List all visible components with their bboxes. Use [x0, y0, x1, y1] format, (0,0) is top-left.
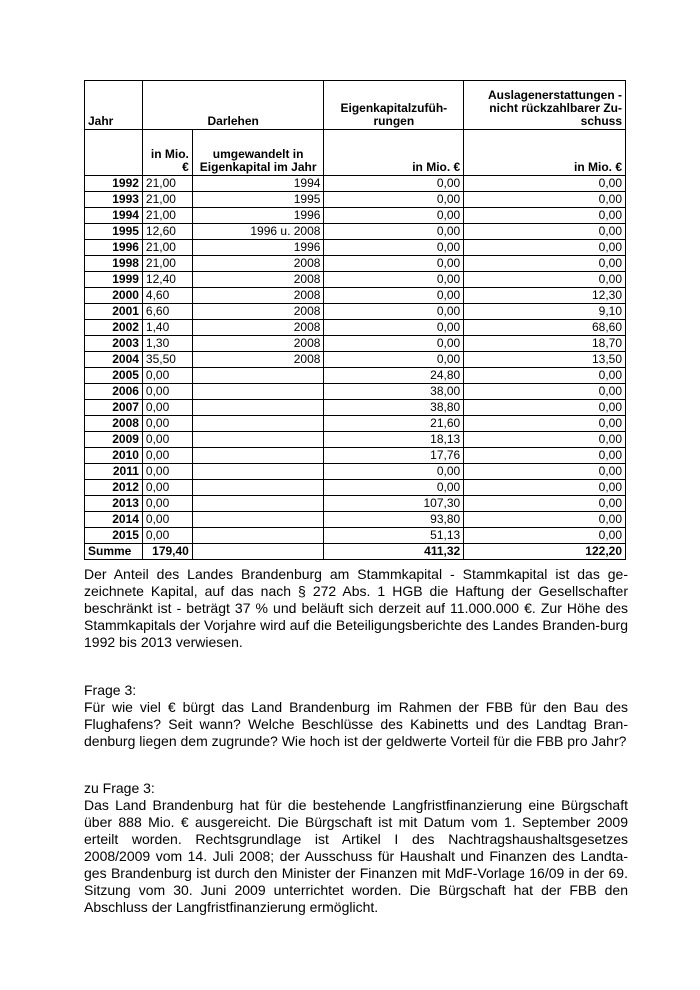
darlehen-cell: 21,00	[142, 208, 192, 224]
frage-label: Frage 3:	[84, 682, 137, 698]
table-row	[85, 224, 626, 240]
antwort-text: Das Land Brandenburg hat für die bestehende Langfristfinanzierung eine Bürgschaft über 888 Mio. € ausgereicht. Die Bürgschaft ist mit Datum vom 1. September 2009 erteilt worden. Rechtsgrundlage ist Artikel I des Nachtragshaushaltsgesetzes 2008/2009 vom 14. Juli 2008; der Ausschuss für Haushalt und Finanzen des Landta-ges Brandenburg ist durch den Minister der Finanzen mit MdF-Vorlage 16/09 in der 69. Sitzung vom 30. Juni 2009 unterrichtet worden. Die Bürgschaft hat der FBB den Abschluss der Langfristfinanzierung ermöglicht.	[84, 797, 628, 915]
table-row	[85, 528, 626, 544]
darlehen-cell: 0,00	[142, 496, 192, 512]
year-cell: 1999	[85, 272, 143, 288]
year-cell: 2013	[85, 496, 143, 512]
darlehen-cell: 21,00	[142, 192, 192, 208]
table-row	[85, 288, 626, 304]
darlehen-cell: 0,00	[142, 528, 192, 544]
umgewandelt-cell	[192, 512, 324, 528]
auslagen-cell: 0,00	[464, 528, 626, 544]
auslagen-cell: 0,00	[464, 176, 626, 192]
table-row	[85, 368, 626, 384]
year-cell: 1996	[85, 240, 143, 256]
table-row	[85, 352, 626, 368]
header-row-2	[85, 130, 626, 176]
eigenkapital-cell: 21,60	[324, 416, 464, 432]
darlehen-cell: 0,00	[142, 384, 192, 400]
auslagen-cell: 12,30	[464, 288, 626, 304]
header-umgewandelt: umgewandelt in Eigenkapital im Jahr	[192, 130, 324, 176]
auslagen-cell: 0,00	[464, 432, 626, 448]
table-row	[85, 192, 626, 208]
umgewandelt-cell: 2008	[192, 304, 324, 320]
header-ek-unit: in Mio. €	[324, 130, 464, 176]
year-cell: 1998	[85, 256, 143, 272]
table-row	[85, 512, 626, 528]
table-row	[85, 496, 626, 512]
table-row	[85, 208, 626, 224]
header-empty	[85, 130, 143, 176]
umgewandelt-cell	[192, 384, 324, 400]
umgewandelt-cell: 2008	[192, 320, 324, 336]
umgewandelt-cell: 2008	[192, 256, 324, 272]
table-row	[85, 416, 626, 432]
year-cell: 2000	[85, 288, 143, 304]
umgewandelt-cell: 2008	[192, 272, 324, 288]
year-cell: 2007	[85, 400, 143, 416]
auslagen-cell: 68,60	[464, 320, 626, 336]
auslagen-cell: 13,50	[464, 352, 626, 368]
umgewandelt-cell	[192, 368, 324, 384]
eigenkapital-cell: 24,80	[324, 368, 464, 384]
eigenkapital-cell: 0,00	[324, 240, 464, 256]
header-eigenkapital: Eigenkapitalzufüh-rungen	[324, 81, 464, 130]
auslagen-cell: 0,00	[464, 384, 626, 400]
darlehen-cell: 0,00	[142, 464, 192, 480]
year-cell: 2005	[85, 368, 143, 384]
table-row	[85, 432, 626, 448]
auslagen-cell: 9,10	[464, 304, 626, 320]
year-cell: 2003	[85, 336, 143, 352]
header-jahr: Jahr	[85, 81, 143, 130]
auslagen-cell: 0,00	[464, 208, 626, 224]
umgewandelt-cell: 2008	[192, 352, 324, 368]
eigenkapital-cell: 0,00	[324, 256, 464, 272]
year-cell: 1995	[85, 224, 143, 240]
table-row	[85, 400, 626, 416]
eigenkapital-cell: 38,80	[324, 400, 464, 416]
umgewandelt-cell	[192, 496, 324, 512]
sum-eigenkapital: 411,32	[324, 544, 464, 560]
year-cell: 2015	[85, 528, 143, 544]
header-ausl-unit: in Mio. €	[464, 130, 626, 176]
eigenkapital-cell: 93,80	[324, 512, 464, 528]
umgewandelt-cell	[192, 448, 324, 464]
year-cell: 1992	[85, 176, 143, 192]
auslagen-cell: 0,00	[464, 368, 626, 384]
eigenkapital-cell: 18,13	[324, 432, 464, 448]
eigenkapital-cell: 0,00	[324, 320, 464, 336]
table-row	[85, 256, 626, 272]
umgewandelt-cell: 2008	[192, 288, 324, 304]
eigenkapital-cell: 0,00	[324, 176, 464, 192]
financing-table	[84, 80, 626, 560]
table-row	[85, 272, 626, 288]
auslagen-cell: 0,00	[464, 464, 626, 480]
auslagen-cell: 0,00	[464, 480, 626, 496]
table-row	[85, 176, 626, 192]
eigenkapital-cell: 51,13	[324, 528, 464, 544]
umgewandelt-cell: 1996	[192, 240, 324, 256]
umgewandelt-cell	[192, 416, 324, 432]
darlehen-cell: 1,30	[142, 336, 192, 352]
darlehen-cell: 1,40	[142, 320, 192, 336]
sum-umgewandelt	[192, 544, 324, 560]
year-cell: 2002	[85, 320, 143, 336]
auslagen-cell: 0,00	[464, 512, 626, 528]
header-in-mio: in Mio. €	[142, 130, 192, 176]
year-cell: 2012	[85, 480, 143, 496]
table-row	[85, 480, 626, 496]
eigenkapital-cell: 0,00	[324, 304, 464, 320]
umgewandelt-cell	[192, 432, 324, 448]
table-row	[85, 448, 626, 464]
darlehen-cell: 0,00	[142, 416, 192, 432]
sum-row	[85, 544, 626, 560]
year-cell: 2009	[85, 432, 143, 448]
auslagen-cell: 0,00	[464, 448, 626, 464]
auslagen-cell: 0,00	[464, 256, 626, 272]
eigenkapital-cell: 0,00	[324, 352, 464, 368]
header-row-1	[85, 81, 626, 130]
year-cell: 1994	[85, 208, 143, 224]
umgewandelt-cell	[192, 464, 324, 480]
umgewandelt-cell	[192, 400, 324, 416]
year-cell: 2014	[85, 512, 143, 528]
eigenkapital-cell: 0,00	[324, 224, 464, 240]
eigenkapital-cell: 0,00	[324, 288, 464, 304]
table-row	[85, 304, 626, 320]
umgewandelt-cell: 1996	[192, 208, 324, 224]
eigenkapital-cell: 0,00	[324, 464, 464, 480]
umgewandelt-cell: 1995	[192, 192, 324, 208]
eigenkapital-cell: 38,00	[324, 384, 464, 400]
sum-darlehen: 179,40	[142, 544, 192, 560]
darlehen-cell: 0,00	[142, 368, 192, 384]
auslagen-cell: 0,00	[464, 400, 626, 416]
auslagen-cell: 18,70	[464, 336, 626, 352]
antwort-label: zu Frage 3:	[84, 780, 155, 796]
darlehen-cell: 0,00	[142, 448, 192, 464]
eigenkapital-cell: 17,76	[324, 448, 464, 464]
year-cell: 2006	[85, 384, 143, 400]
year-cell: 2010	[85, 448, 143, 464]
header-auslagen: Auslagenerstattungen - nicht rückzahlbarer Zu-schuss	[464, 81, 626, 130]
sum-auslagen: 122,20	[464, 544, 626, 560]
year-cell: 2001	[85, 304, 143, 320]
table-row	[85, 464, 626, 480]
eigenkapital-cell: 107,30	[324, 496, 464, 512]
header-darlehen: Darlehen	[142, 81, 324, 130]
auslagen-cell: 0,00	[464, 416, 626, 432]
darlehen-cell: 0,00	[142, 512, 192, 528]
frage-text: Für wie viel € bürgt das Land Brandenburg im Rahmen der FBB für den Bau des Flughafens? Seit wann? Welche Beschlüsse des Kabinetts und des Landtag Bran-denburg liegen dem zugrunde? Wie hoch ist der geldwerte Vorteil für die FBB pro Jahr?	[84, 699, 628, 749]
year-cell: 2011	[85, 464, 143, 480]
eigenkapital-cell: 0,00	[324, 192, 464, 208]
darlehen-cell: 21,00	[142, 256, 192, 272]
table-row	[85, 384, 626, 400]
auslagen-cell: 0,00	[464, 240, 626, 256]
darlehen-cell: 12,40	[142, 272, 192, 288]
umgewandelt-cell	[192, 528, 324, 544]
umgewandelt-cell: 1996 u. 2008	[192, 224, 324, 240]
paragraph-stammkapital: Der Anteil des Landes Brandenburg am Stammkapital - Stammkapital ist das ge-zeichnete Kapital, auf das nach § 272 Abs. 1 HGB die Haftung der Gesellschafter beschränkt ist - beträgt 37 % und beläuft sich derzeit auf 11.000.000 €. Zur Höhe des Stammkapitals der Vorjahre wird auf die Beteiligungsberichte des Landes Branden-burg 1992 bis 2013 verwiesen.	[84, 566, 628, 650]
table-row	[85, 320, 626, 336]
year-cell: 2004	[85, 352, 143, 368]
year-cell: 1993	[85, 192, 143, 208]
darlehen-cell: 0,00	[142, 480, 192, 496]
eigenkapital-cell: 0,00	[324, 208, 464, 224]
darlehen-cell: 35,50	[142, 352, 192, 368]
darlehen-cell: 0,00	[142, 432, 192, 448]
table-row	[85, 336, 626, 352]
darlehen-cell: 21,00	[142, 176, 192, 192]
sum-label: Summe	[85, 544, 143, 560]
darlehen-cell: 0,00	[142, 400, 192, 416]
darlehen-cell: 12,60	[142, 224, 192, 240]
auslagen-cell: 0,00	[464, 272, 626, 288]
eigenkapital-cell: 0,00	[324, 480, 464, 496]
auslagen-cell: 0,00	[464, 496, 626, 512]
eigenkapital-cell: 0,00	[324, 336, 464, 352]
table-row	[85, 240, 626, 256]
eigenkapital-cell: 0,00	[324, 272, 464, 288]
darlehen-cell: 21,00	[142, 240, 192, 256]
table-body	[85, 176, 626, 560]
year-cell: 2008	[85, 416, 143, 432]
umgewandelt-cell: 1994	[192, 176, 324, 192]
darlehen-cell: 4,60	[142, 288, 192, 304]
auslagen-cell: 0,00	[464, 192, 626, 208]
umgewandelt-cell	[192, 480, 324, 496]
darlehen-cell: 6,60	[142, 304, 192, 320]
umgewandelt-cell: 2008	[192, 336, 324, 352]
auslagen-cell: 0,00	[464, 224, 626, 240]
